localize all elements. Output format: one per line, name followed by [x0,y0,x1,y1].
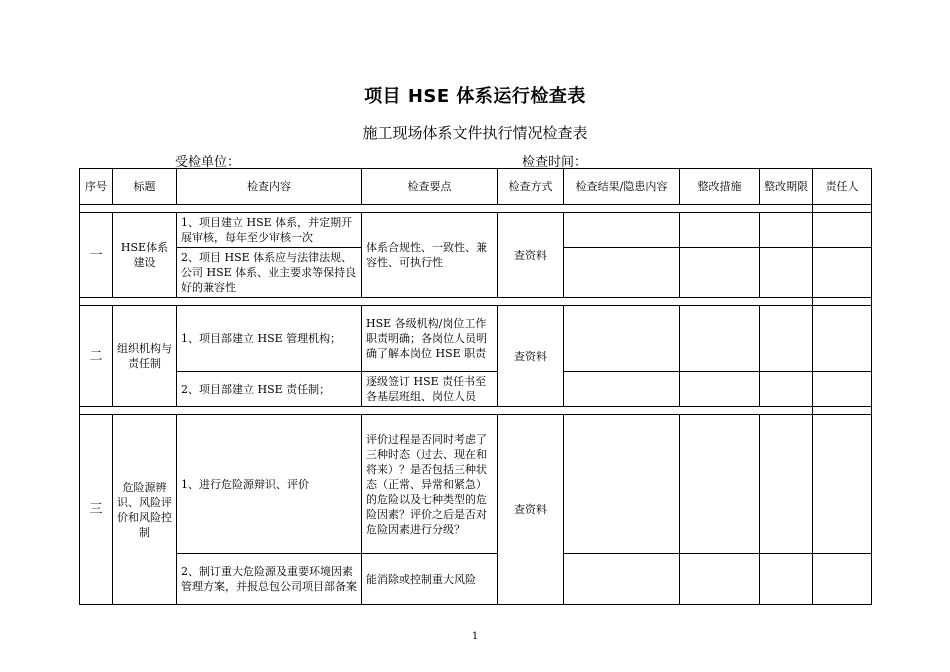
section-3-result-2[interactable] [564,554,680,605]
section-3-row-2 [80,554,872,605]
header-points: 检查要点 [362,169,498,205]
section-3-item-1-content: 1、进行危险源辩识、评价 [177,415,362,554]
section-1-measures-1[interactable] [680,213,760,248]
section-2-row-2 [80,372,872,407]
section-2-item-1-content: 1、项目部建立 HSE 管理机构； [177,306,362,372]
section-3-result-1[interactable] [564,415,680,554]
section-2-result-1[interactable] [564,306,680,372]
section-1-deadline-2[interactable] [760,248,813,298]
section-1-deadline-1[interactable] [760,213,813,248]
section-3-seq: 三 [80,415,113,605]
section-1-points: 体系合规性、一致性、兼容性、可执行性 [362,213,498,298]
section-3-title: 危险源辨识、风险评价和风险控制 [113,415,177,605]
header-method: 检查方式 [498,169,564,205]
section-3-row-1 [80,415,872,554]
section-1-owner-1[interactable] [813,213,872,248]
inspection-time-label: 检查时间： [522,155,588,170]
section-2-item-1-points: HSE 各级机构/岗位工作职责明确；各岗位人员明确了解本岗位 HSE 职责 [362,306,498,372]
section-3-method: 查资料 [498,415,564,605]
section-3-deadline-2[interactable] [760,554,813,605]
document-title: 项目 HSE 体系运行检查表 [364,86,586,107]
section-2-title: 组织机构与责任制 [113,306,177,407]
section-2-measures-1[interactable] [680,306,760,372]
header-seq: 序号 [80,169,113,205]
section-1-item-1: 1、项目建立 HSE 体系，并定期开展审核，每年至少审核一次 [177,213,362,248]
section-1-result-2[interactable] [564,248,680,298]
inspection-table [79,168,872,605]
section-2-measures-2[interactable] [680,372,760,407]
section-3-owner-1[interactable] [813,415,872,554]
section-1-row-1 [80,213,872,248]
section-3-item-2-content: 2、制订重大危险源及重要环境因素管理方案，并报总包公司项目部备案 [177,554,362,605]
section-2-result-2[interactable] [564,372,680,407]
section-2-row-1 [80,306,872,372]
section-3-item-1-points: 评价过程是否同时考虑了三种时态（过去、现在和将来）？是否包括三种状态（正常、异常和紧急）的危险以及七种类型的危险因素？评价之后是否对危险因素进行分级？ [362,415,498,554]
section-2-method: 查资料 [498,306,564,407]
section-2-owner-2[interactable] [813,372,872,407]
section-1-seq: 一 [80,213,113,298]
header-row [80,169,872,205]
section-2-item-2-content: 2、项目部建立 HSE 责任制； [177,372,362,407]
header-content: 检查内容 [177,169,362,205]
section-2-item-2-points: 逐级签订 HSE 责任书至各基层班组、岗位人员 [362,372,498,407]
section-1-method: 查资料 [498,213,564,298]
section-3-measures-2[interactable] [680,554,760,605]
section-1-owner-2[interactable] [813,248,872,298]
header-owner: 责任人 [813,169,872,205]
section-2-deadline-2[interactable] [760,372,813,407]
section-2-owner-1[interactable] [813,306,872,372]
section-3-item-2-points: 能消除或控制重大风险 [362,554,498,605]
header-measures: 整改措施 [680,169,760,205]
section-3-deadline-1[interactable] [760,415,813,554]
inspected-unit-label: 受检单位： [175,155,241,170]
header-result: 检查结果/隐患内容 [564,169,680,205]
section-1-title: HSE体系建设 [113,213,177,298]
header-deadline: 整改期限 [760,169,813,205]
document-subtitle: 施工现场体系文件执行情况检查表 [362,124,588,142]
section-3-owner-2[interactable] [813,554,872,605]
section-1-measures-2[interactable] [680,248,760,298]
section-2-seq: 二 [80,306,113,407]
section-2-deadline-1[interactable] [760,306,813,372]
section-1-item-2: 2、项目 HSE 体系应与法律法规、公司 HSE 体系、业主要求等保持良好的兼容性 [177,248,362,298]
page-number: 1 [471,631,479,642]
header-title: 标题 [113,169,177,205]
section-1-result-1[interactable] [564,213,680,248]
section-3-measures-1[interactable] [680,415,760,554]
